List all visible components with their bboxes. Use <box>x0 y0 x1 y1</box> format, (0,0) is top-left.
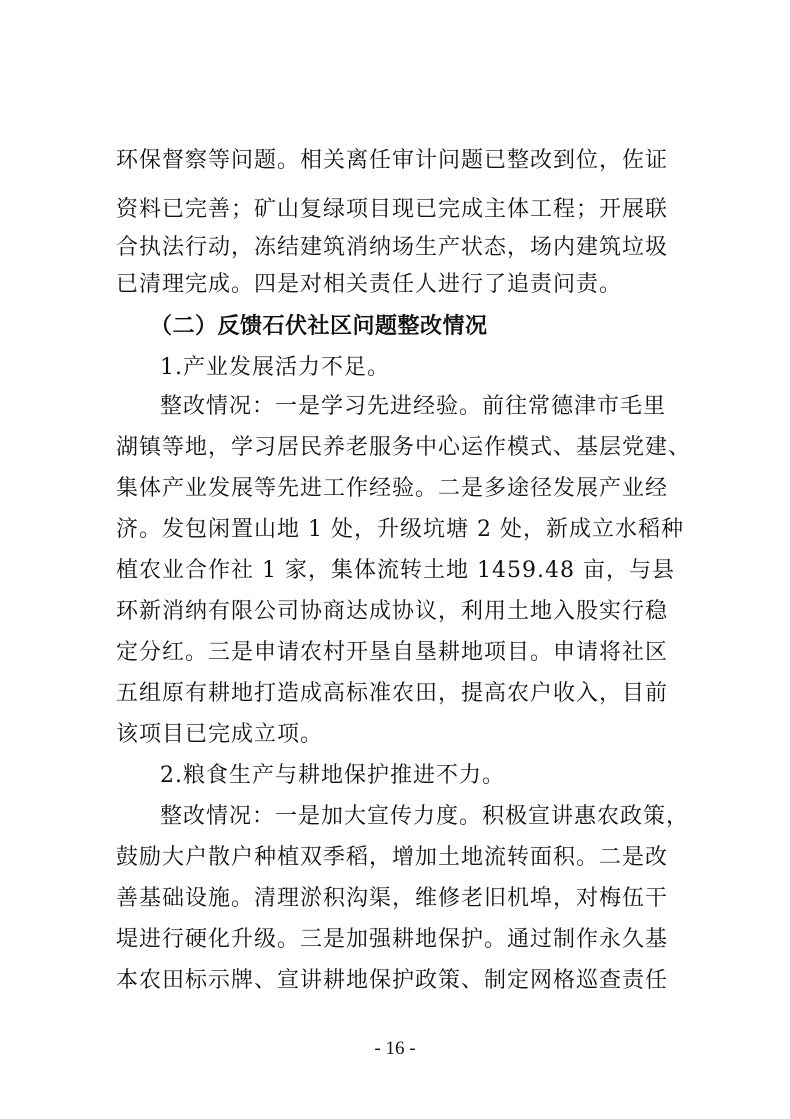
paragraph-line: 植农业合作社 1 家，集体流转土地 1459.48 亩，与县 <box>116 558 675 583</box>
item-heading: 2.粮食生产与耕地保护推进不力。 <box>160 763 505 788</box>
paragraph-line: 本农田标示牌、宣讲耕地保护政策、制定网格巡查责任 <box>116 968 669 993</box>
paragraph-line: 整改情况：一是加大宣传力度。积极宣讲惠农政策， <box>160 804 690 829</box>
paragraph-line: 堤进行硬化升级。三是加强耕地保护。通过制作永久基 <box>116 927 669 952</box>
section-heading: （二）反馈石伏社区问题整改情况 <box>150 314 488 339</box>
paragraph-line: 定分红。三是申请农村开垦自垦耕地项目。申请将社区 <box>116 640 669 665</box>
paragraph-line: 集体产业发展等先进工作经验。二是多途径发展产业经 <box>116 476 669 501</box>
paragraph-line: 环新消纳有限公司协商达成协议，利用土地入股实行稳 <box>116 599 669 624</box>
paragraph-line: 资料已完善；矿山复绿项目现已完成主体工程；开展联 <box>116 197 669 222</box>
paragraph-line: 整改情况：一是学习先进经验。前往常德津市毛里 <box>160 394 667 419</box>
paragraph-line: 该项目已完成立项。 <box>116 722 324 747</box>
paragraph-line: 鼓励大户散户种植双季稻，增加土地流转面积。二是改 <box>116 845 669 870</box>
item-heading: 1.产业发展活力不足。 <box>160 355 390 380</box>
page-number: - 16 - <box>374 1038 416 1059</box>
paragraph-line: 五组原有耕地打造成高标准农田，提高农户收入，目前 <box>116 681 669 706</box>
paragraph-line: 济。发包闲置山地 1 处，升级坑塘 2 处，新成立水稻种 <box>116 517 684 542</box>
paragraph-line: 湖镇等地，学习居民养老服务中心运作模式、基层党建、 <box>116 435 692 460</box>
paragraph-line: 已清理完成。四是对相关责任人进行了追责问责。 <box>116 272 623 297</box>
paragraph-line: 环保督察等问题。相关离任审计问题已整改到位，佐证 <box>116 148 669 173</box>
paragraph-line: 善基础设施。清理淤积沟渠，维修老旧机埠，对梅伍干 <box>116 886 669 911</box>
paragraph-line: 合执法行动，冻结建筑消纳场生产状态，场内建筑垃圾 <box>116 235 669 260</box>
